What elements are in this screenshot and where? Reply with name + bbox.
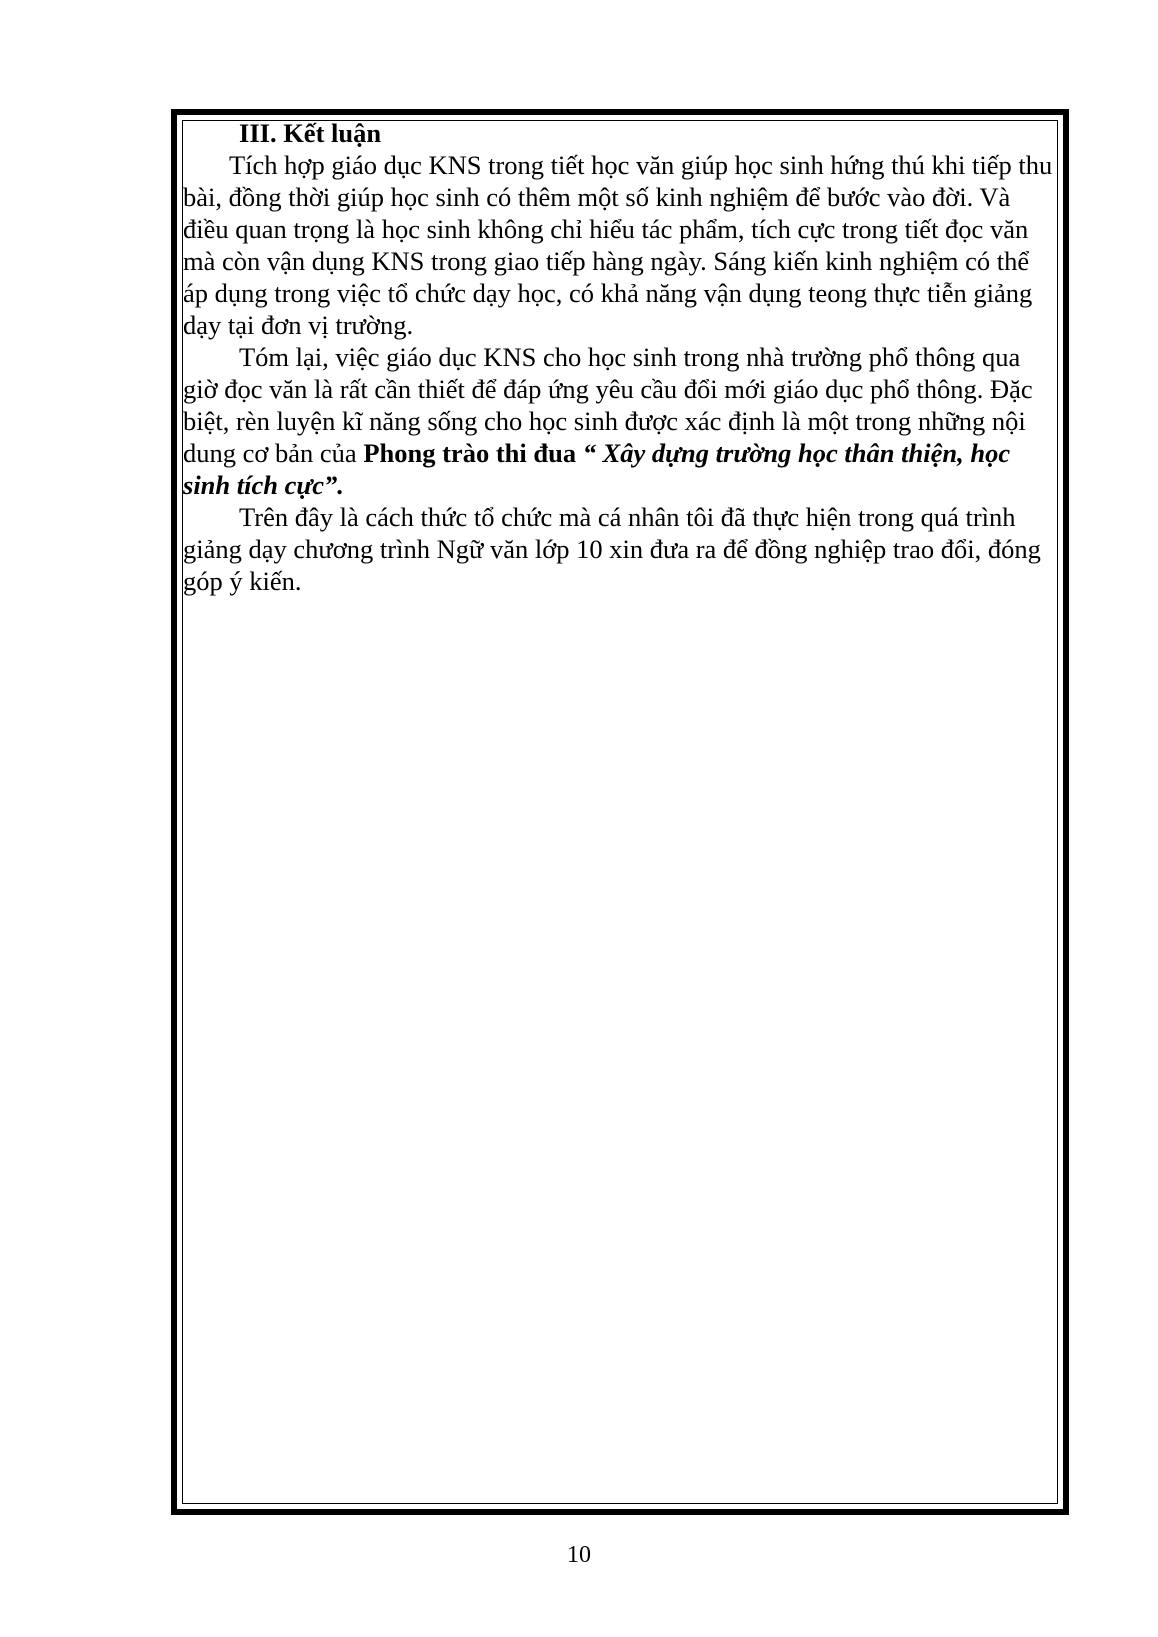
paragraph-1: Tích hợp giáo dục KNS trong tiết học văn giúp học sinh hứng thú khi tiếp thu bài, đồng thời giúp học sinh có thêm một số kinh nghiệm để bước vào đời. Và điều quan trọng là học sinh không chỉ hiểu tác phẩm, tích cực trong tiết đọc văn mà còn vận dụng KNS trong giao tiếp hàng ngày. Sáng kiến kinh nghiệm có thể áp dụng trong việc tổ chức dạy học, có khả năng vận dụng teong thực tiễn giảng dạy tại đơn vị trường. xyxy=(183,150,1053,340)
section-heading: III. Kết luận xyxy=(239,118,382,148)
page-number: 10 xyxy=(567,1542,591,1568)
paragraph-2-text: Tóm lại, việc giáo dục KNS cho học sinh trong nhà trường phổ thông qua giờ đọc văn là rất cần thiết để đáp ứng yêu cầu đổi mới giáo dục phổ thông. Đặc biệt, rèn luyện kĩ năng sống cho học sinh được xác định là một trong những nội dung cơ bản của xyxy=(183,342,1033,468)
movement-name: Phong trào thi đua xyxy=(363,438,577,468)
paragraph-3: Trên đây là cách thức tổ chức mà cá nhân tôi đã thực hiện trong quá trình giảng dạy chương trình Ngữ văn lớp 10 xin đưa ra để đồng nghiệp trao đổi, đóng góp ý kiến. xyxy=(183,502,1041,596)
movement-slogan: “ Xây dựng trường học thân thiện, học sinh tích cực”. xyxy=(183,438,1011,500)
paragraph-2 xyxy=(183,341,1057,501)
document-body xyxy=(183,117,1057,597)
